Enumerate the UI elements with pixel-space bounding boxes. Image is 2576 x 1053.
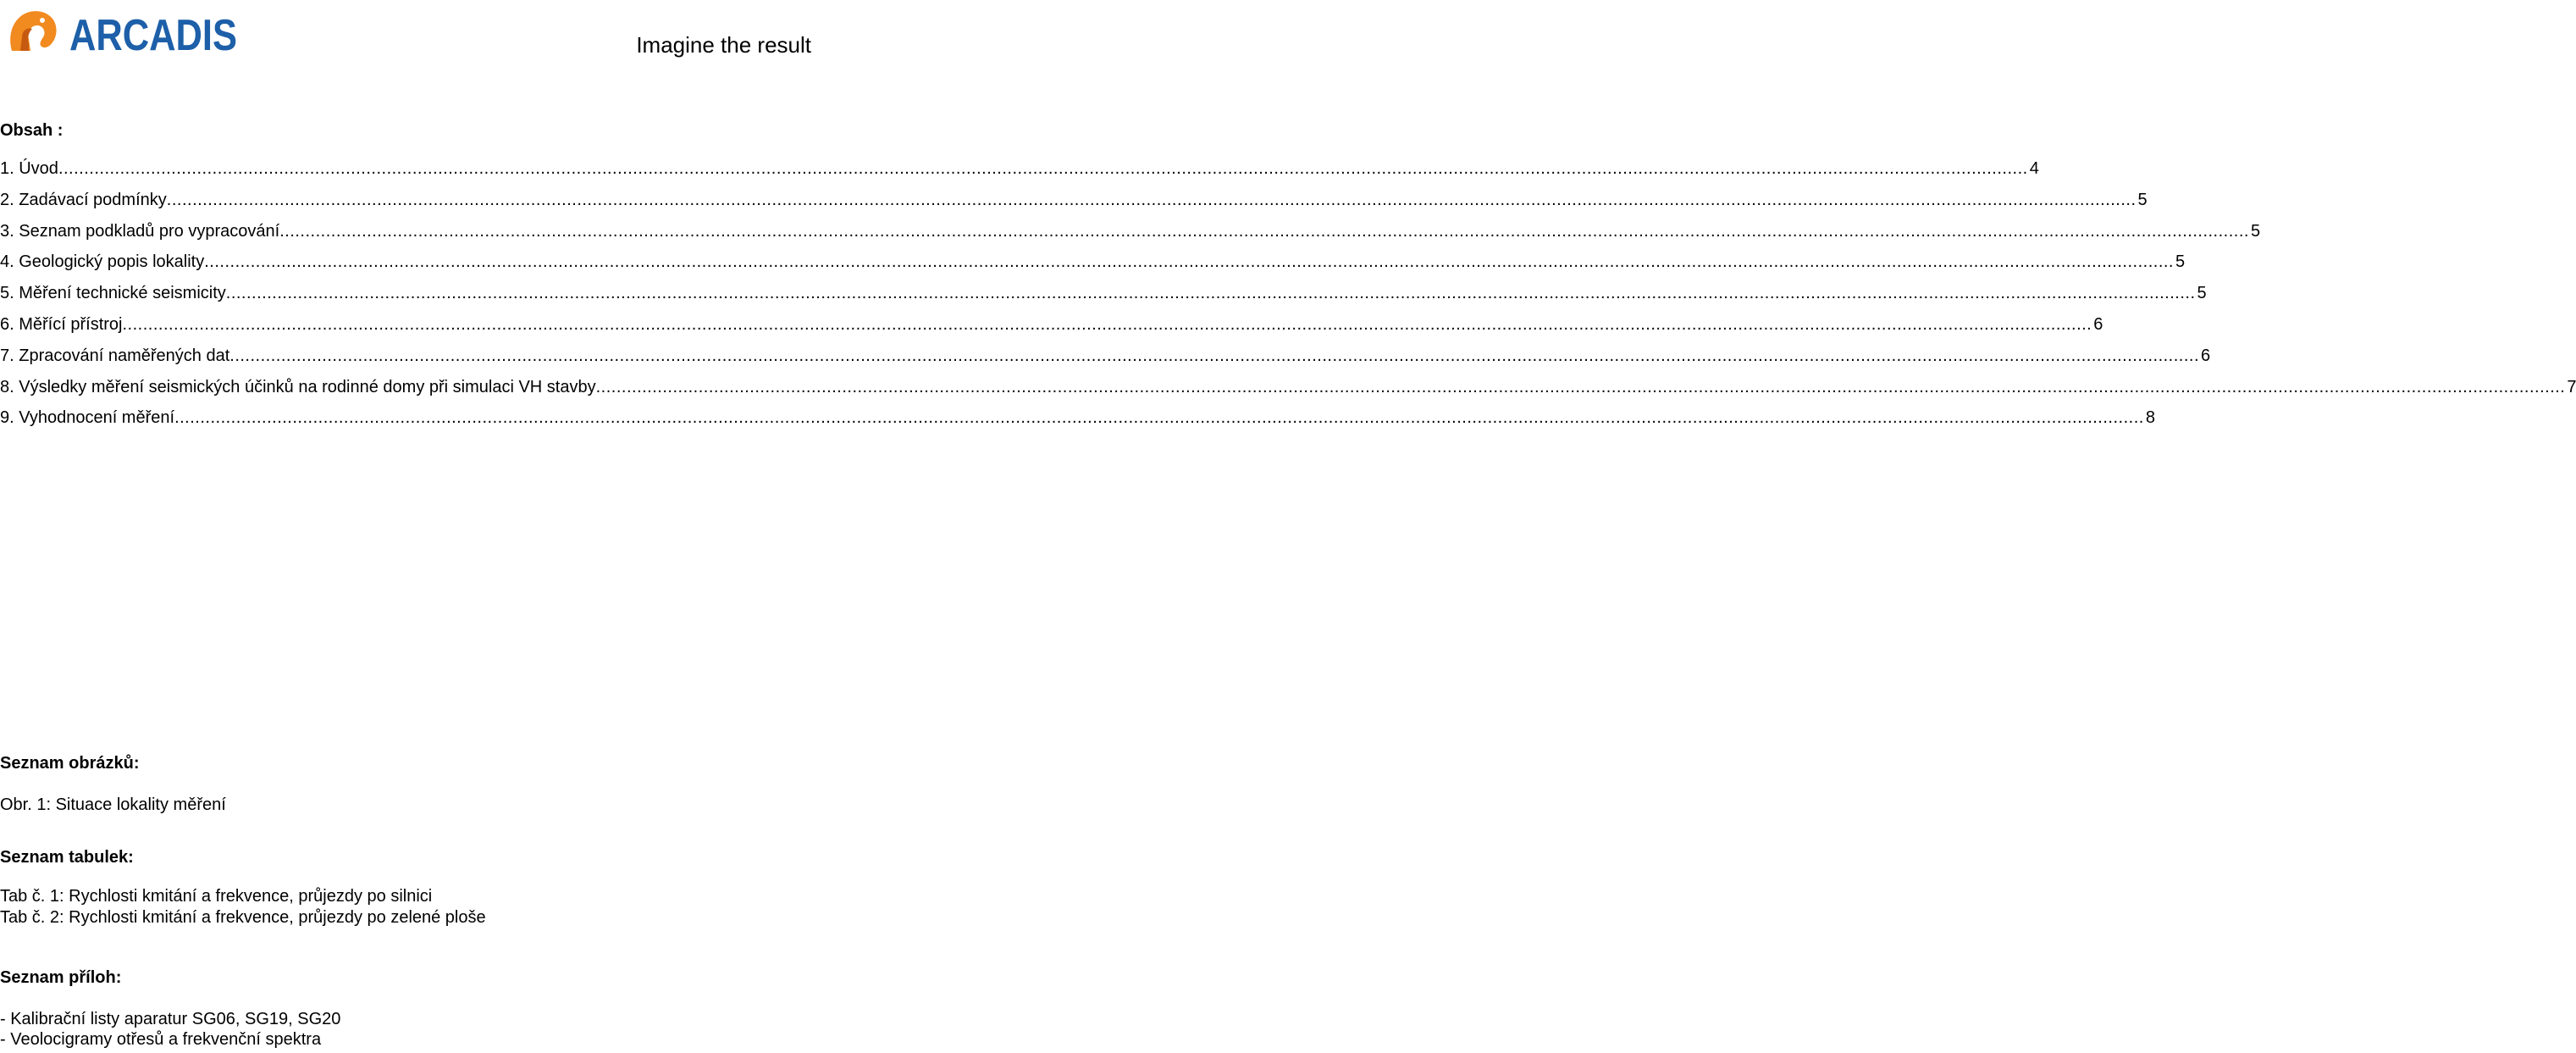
toc-entry-page: 6 xyxy=(2201,346,2211,365)
toc-entry-title: 4. Geologický popis lokality xyxy=(0,252,205,272)
elephant-icon xyxy=(10,11,56,51)
toc-leader-dots xyxy=(204,252,2174,272)
toc-entry-page: 7 xyxy=(2567,377,2576,396)
toc-entry[interactable] xyxy=(0,159,2039,191)
toc-entry-title: 8. Výsledky měření seismických účinků na rodinné domy při simulaci VH stavby xyxy=(0,377,596,396)
toc-entry-title: 5. Měření technické seismicity xyxy=(0,284,226,303)
toc-entry-page: 8 xyxy=(2145,408,2155,428)
table-of-contents xyxy=(0,159,2576,440)
toc-entry[interactable] xyxy=(0,221,2261,253)
toc-entry-title: 3. Seznam podkladů pro vypracování xyxy=(0,221,280,241)
toc-entry[interactable] xyxy=(0,252,2186,284)
attachments-heading: Seznam příloh: xyxy=(0,968,122,987)
tables-heading: Seznam tabulek: xyxy=(0,848,134,867)
attachment-item: - Kalibrační listy aparatur SG06, SG19, SG20 xyxy=(0,1010,341,1028)
tagline: Imagine the result xyxy=(636,32,811,58)
contents-heading: Obsah : xyxy=(0,121,64,140)
toc-entry-page: 4 xyxy=(2029,159,2039,178)
toc-entry[interactable] xyxy=(0,408,2155,440)
toc-entry-page: 5 xyxy=(2137,190,2148,209)
attachment-item: - Veolocigramy otřesů a frekvenční spektra xyxy=(0,1030,322,1049)
toc-leader-dots xyxy=(229,346,2199,366)
toc-entry-page: 6 xyxy=(2093,314,2103,334)
toc-leader-dots xyxy=(167,191,2137,210)
toc-leader-dots xyxy=(174,408,2144,428)
toc-leader-dots xyxy=(226,284,2196,303)
toc-entry-title: 1. Úvod xyxy=(0,159,58,178)
figure-item: Obr. 1: Situace lokality měření xyxy=(0,795,226,814)
elephant-eye-icon xyxy=(40,18,45,23)
toc-entry[interactable] xyxy=(0,314,2103,346)
toc-entry-title: 2. Zadávací podmínky xyxy=(0,190,167,209)
toc-entry-title: 9. Vyhodnocení měření xyxy=(0,408,175,428)
toc-entry[interactable] xyxy=(0,190,2148,222)
toc-leader-dots xyxy=(279,222,2249,241)
toc-entry[interactable] xyxy=(0,346,2211,378)
toc-entry-title: 6. Měřící přístroj xyxy=(0,314,123,334)
arcadis-logo xyxy=(7,5,237,58)
toc-entry-page: 5 xyxy=(2175,252,2186,272)
table-item: Tab č. 1: Rychlosti kmitání a frekvence, průjezdy po silnici xyxy=(0,887,433,906)
toc-entry-title: 7. Zpracování naměřených dat xyxy=(0,346,230,365)
figures-heading: Seznam obrázků: xyxy=(0,754,140,773)
toc-entry-page: 5 xyxy=(2250,221,2261,241)
toc-leader-dots xyxy=(596,378,2566,397)
toc-entry[interactable] xyxy=(0,377,2576,409)
arcadis-logo-graphic xyxy=(7,5,237,58)
table-item: Tab č. 2: Rychlosti kmitání a frekvence, průjezdy po zelené ploše xyxy=(0,908,486,927)
toc-entry[interactable] xyxy=(0,284,2207,315)
toc-leader-dots xyxy=(58,159,2028,179)
toc-leader-dots xyxy=(122,315,2092,335)
toc-entry-page: 5 xyxy=(2197,284,2207,303)
logo-wordmark: ARCADIS xyxy=(69,11,237,60)
